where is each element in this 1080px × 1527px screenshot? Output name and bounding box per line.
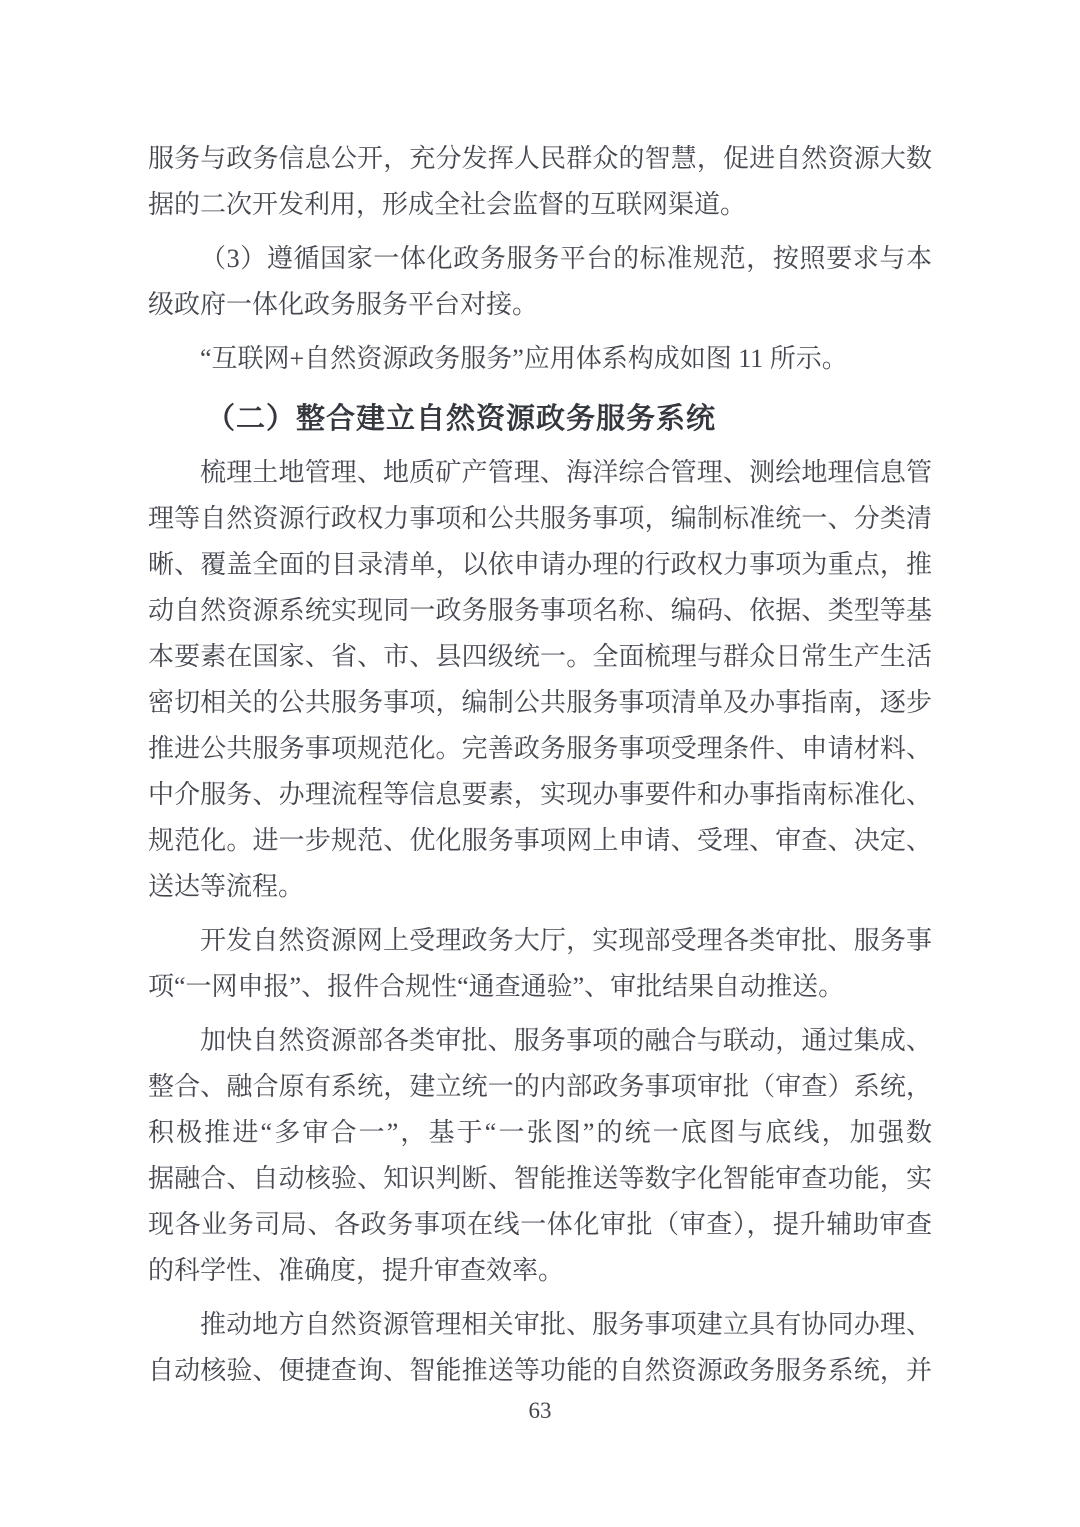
text-line: 推动地方自然资源管理相关审批、服务事项建立具有协同办理、 — [200, 1310, 932, 1339]
text-line: 推进公共服务事项规范化。完善政务服务事项受理条件、申请材料、 — [148, 734, 932, 763]
paragraph — [148, 450, 932, 910]
text-line: 的科学性、准确度，提升审查效率。 — [148, 1256, 565, 1285]
text-line: 中介服务、办理流程等信息要素，实现办事要件和办事指南标准化、 — [148, 780, 932, 809]
text-line: 项“一网申报”、报件合规性“通查通验”、审批结果自动推送。 — [148, 972, 845, 1001]
text-line: 据的二次开发利用，形成全社会监督的互联网渠道。 — [148, 190, 747, 219]
paragraph — [148, 1302, 932, 1394]
text-line: 本要素在国家、省、市、县四级统一。全面梳理与群众日常生产生活 — [148, 642, 932, 671]
text-line: 梳理土地管理、地质矿产管理、海洋综合管理、测绘地理信息管 — [200, 458, 932, 487]
page-footer — [0, 1396, 1080, 1426]
text-line: “互联网+自然资源政务服务”应用体系构成如图 11 所示。 — [200, 344, 848, 373]
text-line: （3）遵循国家一体化政务服务平台的标准规范，按照要求与本 — [200, 244, 932, 273]
paragraph — [148, 236, 932, 328]
text-line: 现各业务司局、各政务事项在线一体化审批（审查），提升辅助审查 — [148, 1210, 932, 1239]
text-line: 理等自然资源行政权力事项和公共服务事项，编制标准统一、分类清 — [148, 504, 932, 533]
text-line: 动自然资源系统实现同一政务服务事项名称、编码、依据、类型等基 — [148, 596, 932, 625]
paragraph — [148, 136, 932, 228]
text-line: 开发自然资源网上受理政务大厅，实现部受理各类审批、服务事 — [200, 926, 932, 955]
section-heading — [148, 396, 932, 442]
paragraph — [148, 336, 932, 382]
section-heading-text: （二）整合建立自然资源政务服务系统 — [206, 403, 717, 435]
text-line: 规范化。进一步规范、优化服务事项网上申请、受理、审查、决定、 — [148, 826, 932, 855]
text-line: 级政府一体化政务服务平台对接。 — [148, 290, 539, 319]
paragraph — [148, 918, 932, 1010]
text-line: 服务与政务信息公开，充分发挥人民群众的智慧，促进自然资源大数 — [148, 144, 932, 173]
text-line: 整合、融合原有系统，建立统一的内部政务事项审批（审查）系统， — [148, 1072, 932, 1101]
text-line: 晰、覆盖全面的目录清单，以依申请办理的行政权力事项为重点，推 — [148, 550, 932, 579]
text-line: 积极推进“多审合一”，基于“一张图”的统一底图与底线，加强数 — [148, 1118, 932, 1147]
paragraph — [148, 1018, 932, 1294]
text-line: 送达等流程。 — [148, 872, 305, 901]
page-number: 63 — [528, 1398, 552, 1423]
text-line: 自动核验、便捷查询、智能推送等功能的自然资源政务服务系统，并 — [148, 1356, 932, 1385]
text-line: 密切相关的公共服务事项，编制公共服务事项清单及办事指南，逐步 — [148, 688, 932, 717]
text-line: 据融合、自动核验、知识判断、智能推送等数字化智能审查功能，实 — [148, 1164, 932, 1193]
text-line: 加快自然资源部各类审批、服务事项的融合与联动，通过集成、 — [200, 1026, 932, 1055]
